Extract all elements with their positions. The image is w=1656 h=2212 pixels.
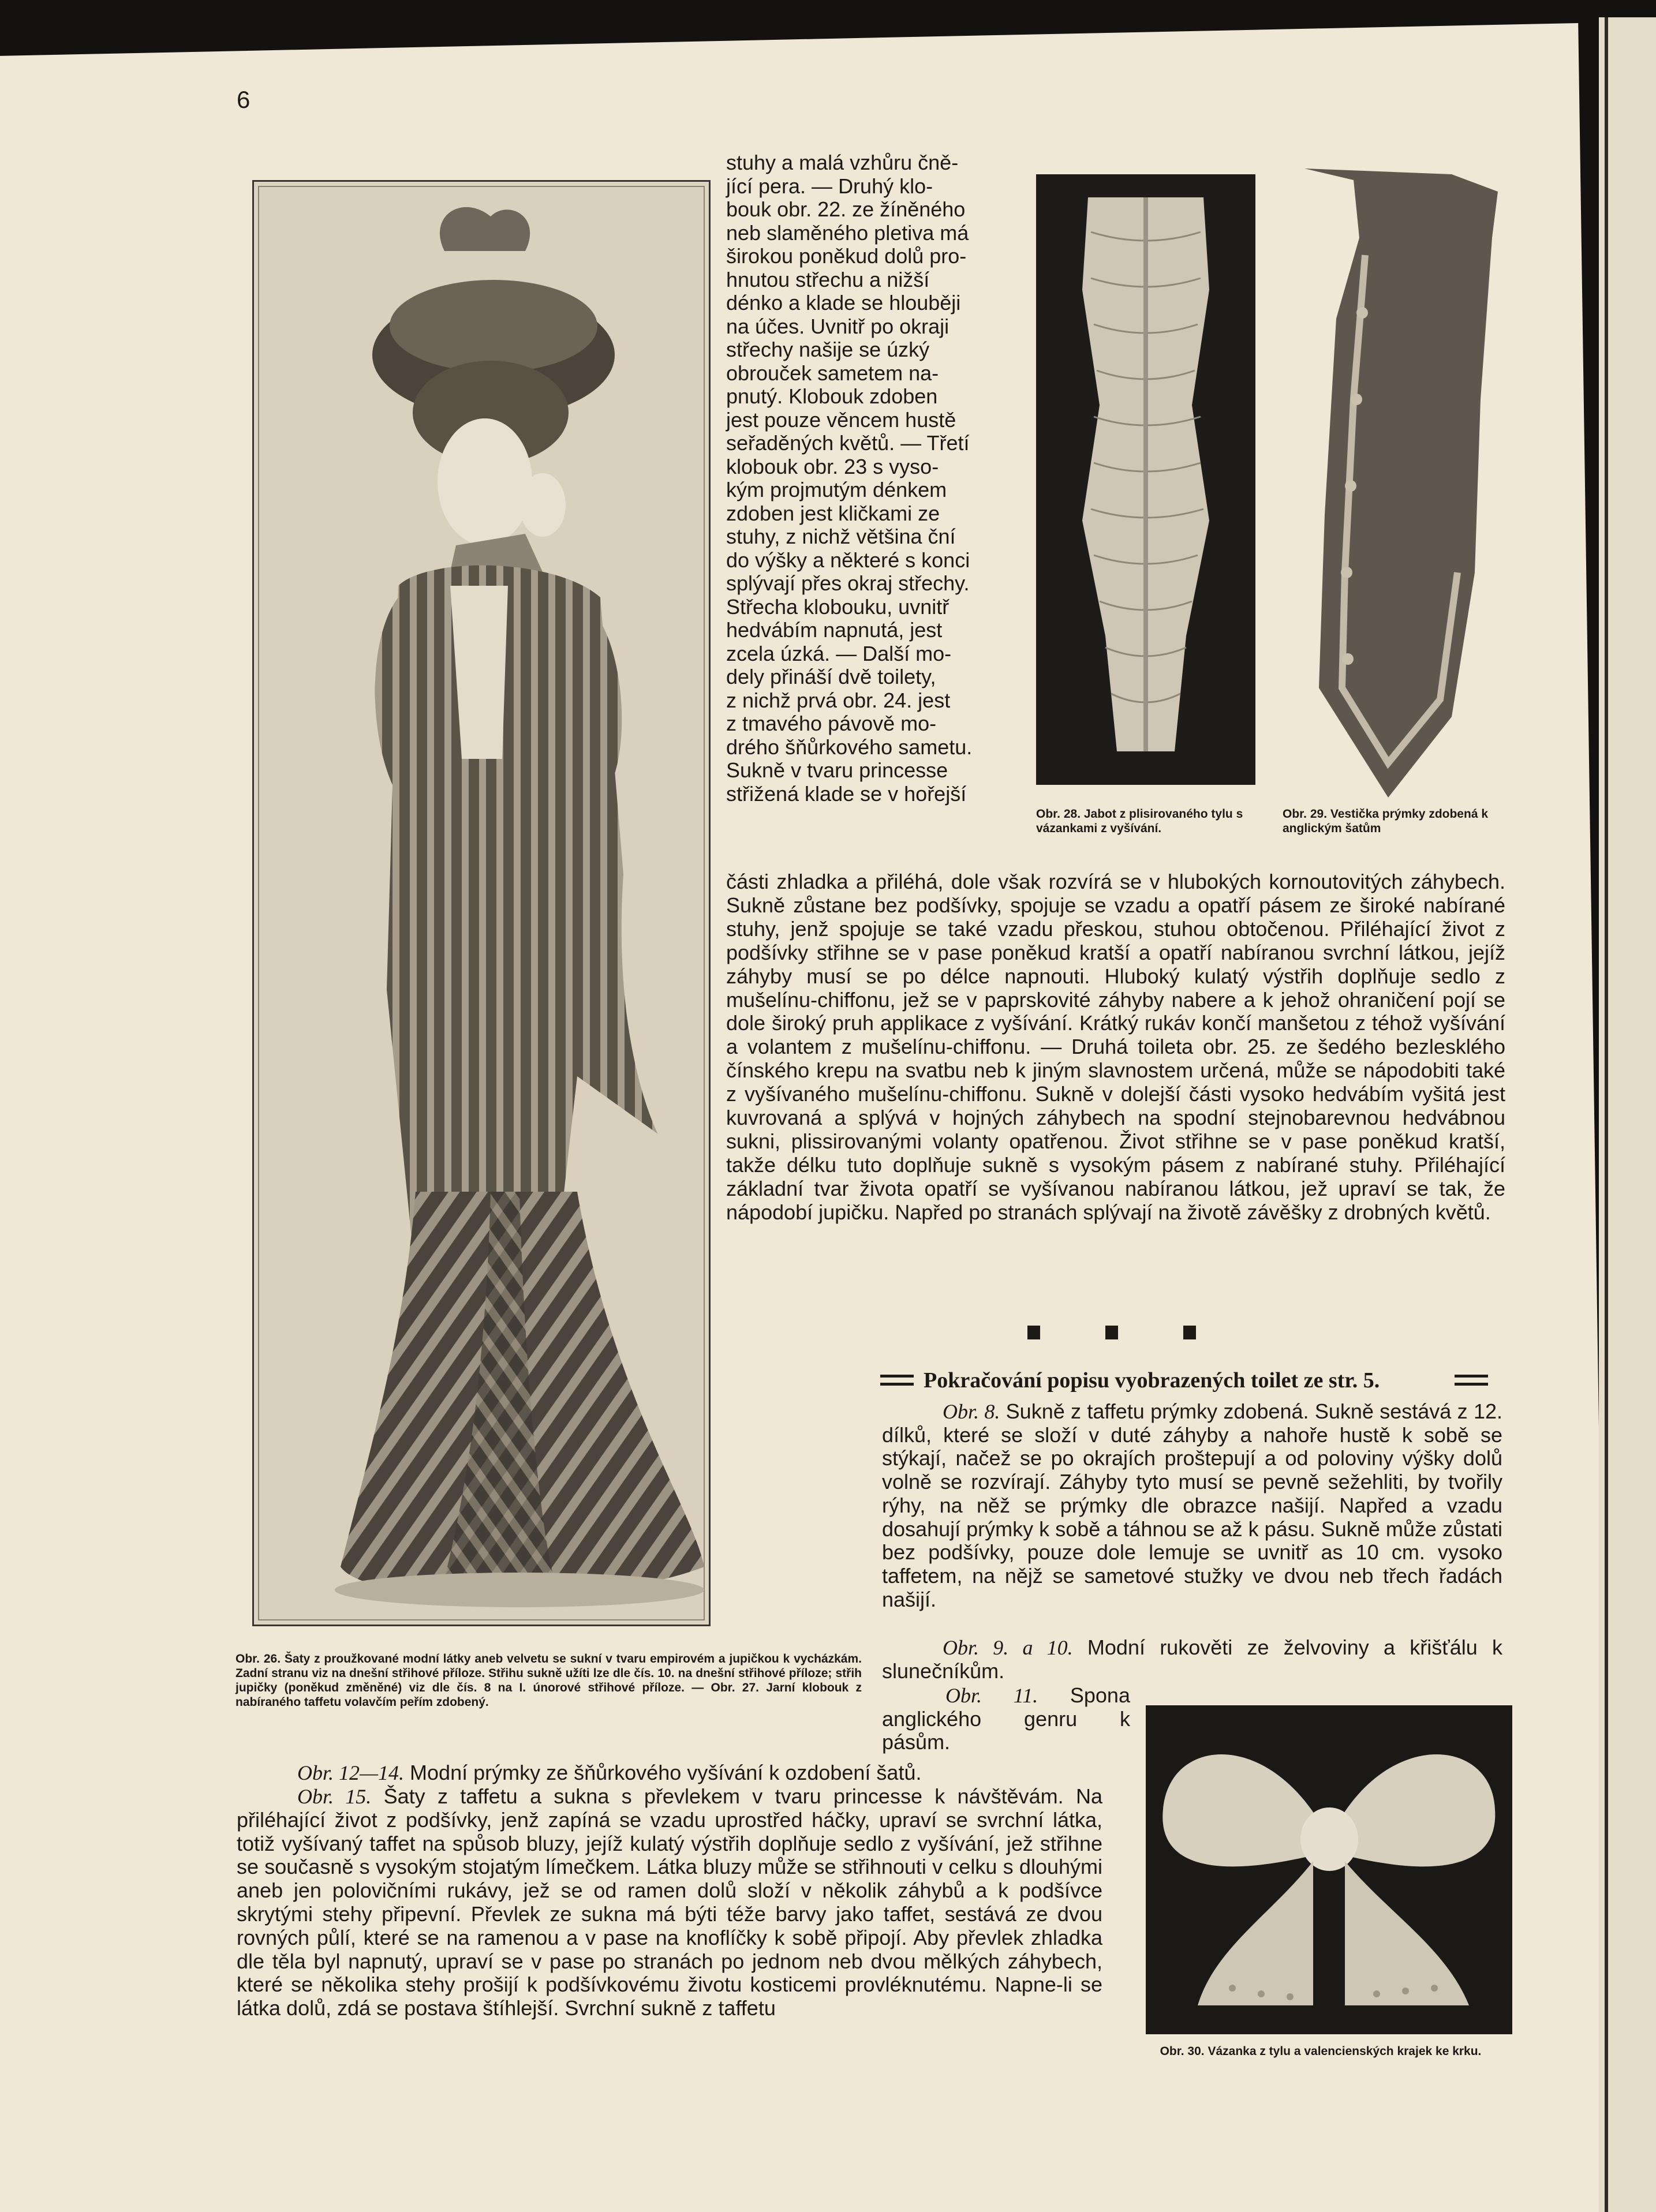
figure-28-jabot	[1036, 174, 1255, 785]
col1-line: do výšky a některé s konci	[726, 548, 970, 572]
section-divider	[1027, 1326, 1201, 1339]
col1-line: stuhy, z nichž většina ční	[726, 525, 956, 548]
col1-line: kým projmutým dénkem	[726, 478, 947, 501]
col1-line: širokou poněkud dolů pro-	[726, 244, 967, 268]
obr-15-label: Obr. 15.	[297, 1785, 372, 1808]
col1-line: střechy našije se úzký	[726, 338, 930, 361]
col1-line: hnutou střechu a nižší	[726, 267, 930, 291]
vest-illustration	[1302, 169, 1501, 802]
obr-8-description	[882, 1400, 1502, 1611]
col1-line: seřaděných květů. — Třetí	[726, 431, 970, 455]
col1-line: dely přináší dvě toilety,	[726, 665, 936, 688]
col1-line: splývají přes okraj střechy.	[726, 571, 970, 595]
col1-line: neb slaměného pletiva má	[726, 220, 969, 245]
obr-12-14-text: Modní prýmky ze šňůrkového vyšívání k ozdobení šatů.	[410, 1761, 922, 1784]
page-number: 6	[237, 86, 251, 113]
obr-11-label: Obr. 11.	[945, 1684, 1038, 1707]
figure-29-caption: Obr. 29. Vestička prýmky zdobená k anglickým šatům	[1283, 807, 1489, 835]
col1-line: zcela úzká. — Další mo-	[726, 641, 952, 665]
col1-line: zdoben jest kličkami ze	[726, 501, 940, 525]
figure-29-vest	[1302, 169, 1501, 802]
col1-line: bouk obr. 22. ze žíněného	[726, 197, 966, 221]
col1-line: na účes. Uvnitř po okraji	[726, 314, 950, 338]
obr-12-14-label: Obr. 12—14.	[297, 1761, 405, 1784]
figure-30-caption: Obr. 30. Vázanka z tylu a valencienských krajek ke krku.	[1160, 2045, 1482, 2058]
col1-line: jest pouze věncem hustě	[726, 407, 956, 432]
col1-line: obrouček sametem na-	[726, 361, 939, 385]
jabot-lace-illustration	[1036, 174, 1255, 785]
obr-15-description	[237, 1785, 1102, 2020]
col1-line: Sukně v tvaru princesse	[726, 758, 948, 782]
col1-line: klobouk obr. 23 s vyso-	[726, 454, 939, 478]
article-wide-paragraph	[726, 870, 1505, 1225]
col1-line: stuhy a malá vzhůru čně-	[726, 151, 959, 174]
obr-8-label: Obr. 8.	[943, 1400, 1000, 1423]
col1-line: střižená klade se v hořejší	[726, 781, 967, 806]
obr-11-description	[882, 1684, 1130, 1754]
figure-28-caption: Obr. 28. Jabot z plisirovaného tylu s vázankami z vyšívání.	[1036, 807, 1243, 835]
obr-9-10-label: Obr. 9. a 10.	[943, 1636, 1073, 1659]
col1-line: drého šňůrkového sametu.	[726, 735, 973, 759]
col1-line: pnutý. Klobouk zdoben	[726, 384, 938, 408]
column-text-top	[726, 151, 993, 806]
section-heading	[880, 1368, 1504, 1395]
obr-9-10-text: Modní rukověti ze želvoviny a křišťálu k slunečníkům.	[882, 1635, 1502, 1683]
col1-line: jící pera. — Druhý klo-	[726, 174, 933, 198]
section-heading-text: Pokračování popisu vyobrazených toilet ze str. 5.	[924, 1368, 1380, 1393]
col1-line: Střecha klobouku, uvnitř	[726, 594, 950, 619]
woman-striped-dress-illustration	[254, 182, 709, 1625]
col1-line: hedvábím napnutá, jest	[726, 618, 943, 642]
paragraph-continuation: části zhladka a přiléhá, dole však rozvírá se v hlubokých kornoutovitých záhybech. Sukně zůstane bez podšívky, spojuje se vzadu a opatří pásem ze široké nabírané stuhy, jenž spojuje se také vzadu přeskou, stuhou obtočenou. Přiléhající život z podšívky střihne se v pase poněkud kratší a opatří nabíranou svrchní látkou, jejíž záhyby musí se po délce napnouti. Hluboký kulatý výstřih doplňuje sedlo z mušelínu-chiffonu, jež se v paprskovité záhyby nabere a k jehož ohraničení pojí se dole široký pruh applikace z vyšívání. Krátký rukáv končí manšetou z téhož vyšívání a volantem z mušelínu-chiffonu. — Druhá toileta obr. 25. ze šedého bezlesklého čínského krepu na svatbu neb k jiným slavnostem určená, může se nápodobiti také z vyšívaného mušelínu-chiffonu. Sukně v dolejší části vysoko hedvábím vyšitá jest kuvrovaná a splývá v hojných záhybech na spodní stejnobarevnou hedvábnou sukni, plissirovanými volanty opatřenou. Život střihne se v pase poněkud kratší, takže délku tuto doplňuje sukně s vysokým pásem z nabírané stuhy. Přiléhající základní tvar života opatří se vyšívanou nabíranou látkou, jež upraví se tak, že nápodobí jupičku. Napřed po stranách splývají na životě závěšky z drobných květů.	[726, 870, 1505, 1224]
figure-30-bow	[1146, 1705, 1512, 2034]
obr-15-text: Šaty z taffetu a sukna s převlekem v tvaru princesse k návštěvám. Na přiléhající život z podšívky, jenž zapíná se vzadu uprostřed háčky, upraví se svrchní látka, totiž vyšívaný taffet na spůsob bluzy, jejíž kulatý výstřih doplňuje sedlo z vyšívání, jež střihne se současně s vysokým stojatým límečkem. Látka bluzy může se střihnouti v celku s dlouhými aneb jen polovičními rukávy, jež se od ramen dolů složí v několik záhybů a k podšívce skrytými stehy připevní. Převlek ze sukna má býti téže barvy jako taffet, sestává ze dvou rovných půlí, které se na ramenou a v pase na knoflíčky k sobě připojí. Aby převlek zhladka dle těla byl napnutý, upraví se v pase po stranách po jednom neb dvou mělkých záhybech, které se několika stehy prošijí k podšívkovému životu kosticemi provléknutému. Napne-li se látka dolů, zdá se postava štíhlejší. Svrchní sukně z taffetu	[237, 1784, 1102, 2020]
obr-9-10-description	[882, 1636, 1502, 1683]
col1-line: dénko a klade se hlouběji	[726, 291, 961, 315]
figure-26-27-caption: Obr. 26. Šaty z proužkované modní látky aneb velvetu se sukní v tvaru empirovém a jupičkou k vycházkám. Zadní stranu viz na dnešní střihové příloze. Střihu sukně užíti lze dle čís. 10. na dnešní střihové příloze; střih jupičky (poněkud změněné) viz dle čís. 8 na I. únorové střihové příloze. — Obr. 27. Jarní klobouk z nabíraného taffetu volavčím peřím zdobený.	[235, 1652, 862, 1709]
figure-26-27-frame	[252, 180, 711, 1626]
col1-line: z nichž prvá obr. 24. jest	[726, 688, 951, 712]
obr-11-text: Spona anglického genru k pásům.	[882, 1683, 1130, 1754]
bow-lace-illustration	[1146, 1705, 1512, 2034]
adjacent-page-edge	[1599, 17, 1656, 2212]
obr-8-text: Sukně z taffetu prýmky zdobená. Sukně sestává z 12. dílků, které se složí v duté záhyby a nahoře hustě k sobě se stýkají, načež se po okrajích proštepují a od poloviny výšky dolů volně se rozvírají. Záhyby tyto musí se pevně sežehliti, by tvořily rýhy, na něž se prýmky dle obrazce našijí. Napřed a vzadu dosahují prýmky k sobě a táhnou se až k pásu. Sukně může zůstati bez podšívky, pouze dole lemuje se uvnitř as 10 cm. vysoko taffetem, na nějž se sametové stužky ve dvou neb třech řadách našijí.	[882, 1399, 1502, 1611]
col1-line: z tmavého pávově mo-	[726, 712, 937, 735]
obr-12-14-description	[237, 1761, 1102, 1785]
